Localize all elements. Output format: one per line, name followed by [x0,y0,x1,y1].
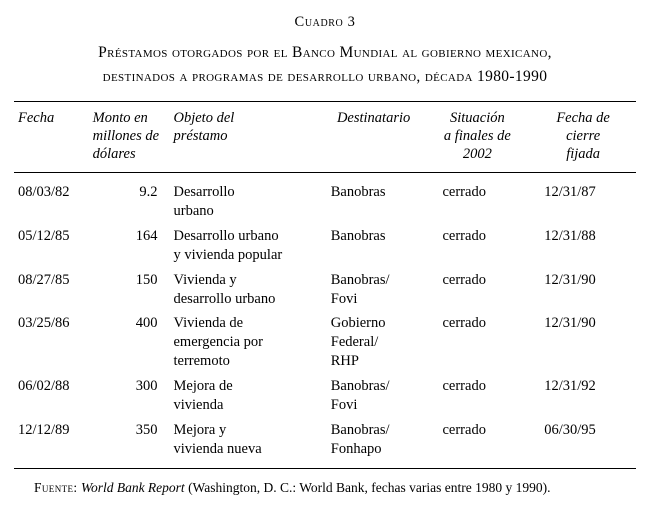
table-title [14,41,636,89]
table-row [14,268,636,312]
cell-situacion: cerrado [442,315,486,332]
cell-situacion: cerrado [442,271,486,288]
cell-fecha: 08/27/85 [18,271,70,288]
table-number-label: Cuadro 3 [294,14,356,30]
table-header [14,102,636,172]
loans-table-body-wrapper [14,173,636,468]
cell-destinatario: Banobras [330,184,386,201]
cell-destinatario: Banobras [330,228,386,245]
table-body [14,173,636,468]
cell-situacion: cerrado [442,421,486,438]
cell-fecha: 05/12/85 [18,228,70,245]
table-title-line-2: destinados a programas de desarrollo urbano, década 1980-1990 [102,68,548,86]
cell-fecha: 12/12/89 [18,421,70,438]
cell-objeto: Desarrollo urbano y vivienda popular [173,228,283,263]
cell-situacion: cerrado [442,378,486,394]
cell-fecha: 08/03/82 [18,184,70,201]
table-row [14,224,636,268]
column-header-fecha: Fecha [18,110,55,127]
cell-destinatario: Banobras/ Fonhapo [330,421,390,457]
cell-fecha-cierre: 12/31/87 [544,184,596,201]
cell-objeto: Vivienda de emergencia por terremoto [173,315,263,370]
table-row [14,418,636,469]
column-header-fecha-cierre: Fecha de cierre fijada [556,110,610,163]
table-row [14,173,636,224]
cell-situacion: cerrado [442,228,486,245]
cell-monto: 300 [135,378,158,394]
cell-objeto: Mejora de vivienda [173,378,233,413]
cell-fecha-cierre: 06/30/95 [544,421,596,438]
cell-fecha-cierre: 12/31/90 [544,315,596,332]
cell-fecha: 06/02/88 [18,378,70,394]
loans-table [14,102,636,172]
cell-monto: 164 [135,228,158,245]
table-bottom-rule [14,468,636,469]
table-header-row [14,102,636,172]
cell-destinatario: Banobras/ Fovi [330,271,390,307]
source-label: Fuente: [34,480,78,496]
source-title: World Bank Report [80,480,185,496]
cell-objeto: Mejora y vivienda nueva [173,421,262,457]
cell-monto: 400 [135,315,158,332]
cell-objeto: Desarrollo urbano [173,184,235,220]
cell-monto: 9.2 [139,184,158,201]
table-row [14,311,636,374]
cell-fecha-cierre: 12/31/92 [544,378,596,394]
column-header-situacion: Situación a finales de 2002 [443,110,511,163]
cell-fecha: 03/25/86 [18,315,70,332]
cell-objeto: Vivienda y desarrollo urbano [173,271,276,307]
table-title-line-1: Préstamos otorgados por el Banco Mundial al gobierno mexicano, [98,44,552,61]
cell-fecha-cierre: 12/31/90 [544,271,596,288]
cell-destinatario: Banobras/ Fovi [330,378,390,413]
cell-monto: 150 [135,271,158,288]
table-source-note [14,478,636,498]
cell-situacion: cerrado [442,184,486,201]
table-row [14,374,636,418]
cell-fecha-cierre: 12/31/88 [544,228,596,245]
column-header-destinatario: Destinatario [336,110,411,127]
cell-destinatario: Gobierno Federal/ RHP [330,315,386,370]
column-header-objeto: Objeto del préstamo [173,110,235,145]
source-rest: (Washington, D. C.: World Bank, fechas varias entre 1980 y 1990). [188,480,551,496]
column-header-monto: Monto en millones de dólares [92,110,160,163]
cell-monto: 350 [135,421,158,438]
